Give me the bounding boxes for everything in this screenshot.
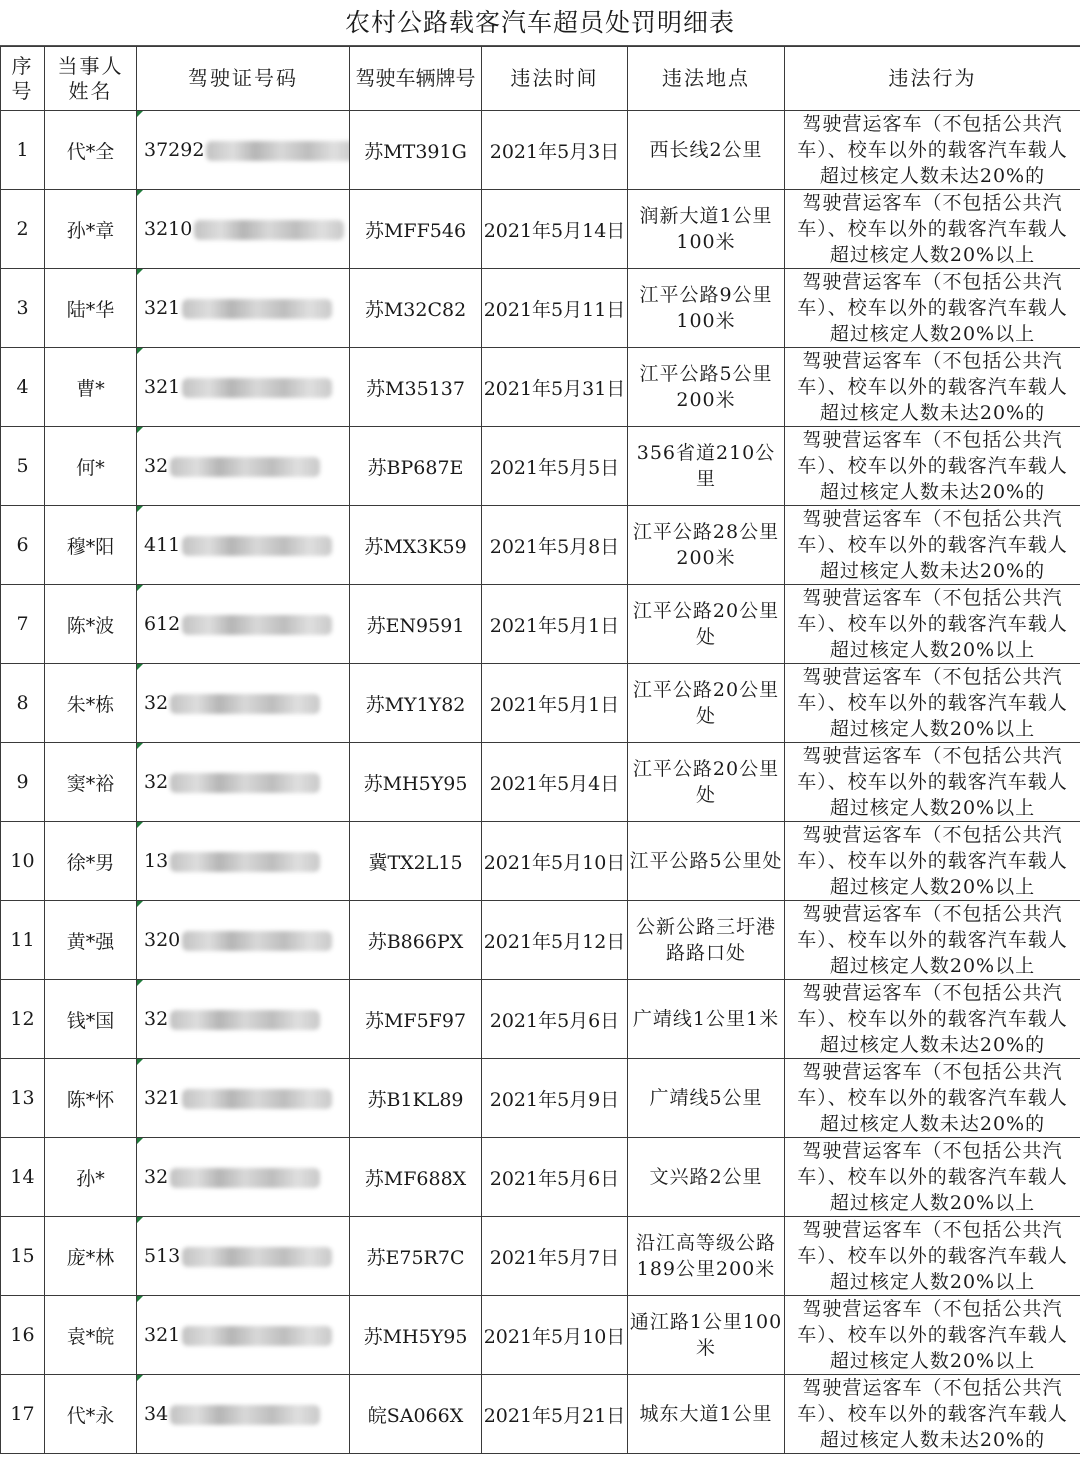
license-redacted-blur — [182, 299, 332, 319]
row-seq: 9 — [1, 743, 45, 822]
row-time: 2021年5月5日 — [482, 427, 628, 506]
row-time: 2021年5月9日 — [482, 1059, 628, 1138]
row-license — [137, 1217, 350, 1296]
row-license — [137, 111, 350, 190]
row-time: 2021年5月10日 — [482, 1296, 628, 1375]
table-row — [1, 348, 1080, 427]
row-license — [137, 348, 350, 427]
row-behavior: 驾驶营运客车（不包括公共汽车）、校车以外的载客汽车载人超过核定人数未达20%的 — [785, 348, 1080, 427]
row-name: 徐*男 — [45, 822, 137, 901]
row-name: 代*全 — [45, 111, 137, 190]
table-row — [1, 822, 1080, 901]
row-time: 2021年5月1日 — [482, 585, 628, 664]
row-time: 2021年5月8日 — [482, 506, 628, 585]
row-behavior: 驾驶营运客车（不包括公共汽车）、校车以外的载客汽车载人超过核定人数20%以上 — [785, 901, 1080, 980]
license-redacted-blur — [182, 1247, 332, 1267]
row-license — [137, 269, 350, 348]
row-plate: 苏M35137 — [350, 348, 482, 427]
table-row — [1, 1296, 1080, 1375]
row-license — [137, 1296, 350, 1375]
row-location: 润新大道1公里100米 — [628, 190, 785, 269]
row-location: 江平公路28公里200米 — [628, 506, 785, 585]
row-name: 穆*阳 — [45, 506, 137, 585]
row-behavior: 驾驶营运客车（不包括公共汽车）、校车以外的载客汽车载人超过核定人数未达20%的 — [785, 427, 1080, 506]
header-party-line2: 姓名 — [68, 78, 113, 103]
row-time: 2021年5月10日 — [482, 822, 628, 901]
row-behavior: 驾驶营运客车（不包括公共汽车）、校车以外的载客汽车载人超过核定人数未达20%的 — [785, 1059, 1080, 1138]
license-redacted-blur — [182, 615, 332, 635]
row-time: 2021年5月1日 — [482, 664, 628, 743]
row-name: 陈*波 — [45, 585, 137, 664]
row-behavior: 驾驶营运客车（不包括公共汽车）、校车以外的载客汽车载人超过核定人数20%以上 — [785, 1296, 1080, 1375]
license-redacted-blur — [194, 220, 344, 240]
row-behavior: 驾驶营运客车（不包括公共汽车）、校车以外的载客汽车载人超过核定人数20%以上 — [785, 822, 1080, 901]
header-behavior: 违法行为 — [785, 47, 1080, 111]
row-behavior: 驾驶营运客车（不包括公共汽车）、校车以外的载客汽车载人超过核定人数20%以上 — [785, 1138, 1080, 1217]
row-plate: 苏MH5Y95 — [350, 1296, 482, 1375]
row-plate: 苏MH5Y95 — [350, 743, 482, 822]
license-visible-digits: 513 — [144, 1245, 181, 1267]
row-seq: 15 — [1, 1217, 45, 1296]
row-seq: 2 — [1, 190, 45, 269]
license-visible-digits: 321 — [144, 297, 181, 319]
table-row — [1, 111, 1080, 190]
row-behavior: 驾驶营运客车（不包括公共汽车）、校车以外的载客汽车载人超过核定人数未达20%的 — [785, 506, 1080, 585]
header-seq: 序号 — [1, 47, 45, 111]
license-redacted-blur — [182, 378, 332, 398]
row-plate: 苏MT391G — [350, 111, 482, 190]
row-behavior: 驾驶营运客车（不包括公共汽车）、校车以外的载客汽车载人超过核定人数20%以上 — [785, 190, 1080, 269]
penalty-table — [0, 46, 1080, 1454]
row-name: 钱*国 — [45, 980, 137, 1059]
license-visible-digits: 32 — [144, 692, 169, 714]
row-location: 文兴路2公里 — [628, 1138, 785, 1217]
row-location: 江平公路20公里处 — [628, 743, 785, 822]
row-time: 2021年5月12日 — [482, 901, 628, 980]
row-name: 庞*林 — [45, 1217, 137, 1296]
row-license — [137, 901, 350, 980]
license-redacted-blur — [170, 773, 320, 793]
row-plate: 苏B1KL89 — [350, 1059, 482, 1138]
row-name: 曹* — [45, 348, 137, 427]
license-visible-digits: 37292 — [144, 139, 205, 161]
license-redacted-blur — [170, 694, 320, 714]
row-plate: 皖SA066X — [350, 1375, 482, 1454]
table-row — [1, 506, 1080, 585]
license-redacted-blur — [182, 536, 332, 556]
license-redacted-blur — [170, 457, 320, 477]
row-seq: 14 — [1, 1138, 45, 1217]
header-location: 违法地点 — [628, 47, 785, 111]
license-redacted-blur — [206, 141, 349, 161]
row-license — [137, 427, 350, 506]
row-time: 2021年5月21日 — [482, 1375, 628, 1454]
row-time: 2021年5月14日 — [482, 190, 628, 269]
row-seq: 5 — [1, 427, 45, 506]
table-row — [1, 269, 1080, 348]
row-seq: 6 — [1, 506, 45, 585]
row-seq: 7 — [1, 585, 45, 664]
row-seq: 17 — [1, 1375, 45, 1454]
header-party-line1: 当事人 — [57, 53, 124, 78]
license-visible-digits: 32 — [144, 455, 169, 477]
header-time: 违法时间 — [482, 47, 628, 111]
row-license — [137, 1059, 350, 1138]
row-location: 公新公路三圩港路路口处 — [628, 901, 785, 980]
row-time: 2021年5月31日 — [482, 348, 628, 427]
row-location: 江平公路5公里200米 — [628, 348, 785, 427]
license-visible-digits: 13 — [144, 850, 169, 872]
row-name: 代*永 — [45, 1375, 137, 1454]
row-plate: 苏M32C82 — [350, 269, 482, 348]
row-behavior: 驾驶营运客车（不包括公共汽车）、校车以外的载客汽车载人超过核定人数未达20%的 — [785, 980, 1080, 1059]
row-name: 陆*华 — [45, 269, 137, 348]
row-time: 2021年5月3日 — [482, 111, 628, 190]
license-visible-digits: 320 — [144, 929, 181, 951]
header-plate: 驾驶车辆牌号 — [350, 47, 482, 111]
row-license — [137, 1375, 350, 1454]
row-name: 孙* — [45, 1138, 137, 1217]
row-time: 2021年5月4日 — [482, 743, 628, 822]
row-license — [137, 743, 350, 822]
row-license — [137, 980, 350, 1059]
license-redacted-blur — [170, 1010, 320, 1030]
row-license — [137, 822, 350, 901]
row-license — [137, 190, 350, 269]
license-redacted-blur — [170, 1405, 320, 1425]
table-row — [1, 743, 1080, 822]
row-plate: 苏MF5F97 — [350, 980, 482, 1059]
row-plate: 苏MX3K59 — [350, 506, 482, 585]
row-location: 通江路1公里100米 — [628, 1296, 785, 1375]
row-license — [137, 1138, 350, 1217]
license-redacted-blur — [170, 1168, 320, 1188]
row-time: 2021年5月6日 — [482, 1138, 628, 1217]
row-location: 广靖线5公里 — [628, 1059, 785, 1138]
row-seq: 13 — [1, 1059, 45, 1138]
row-behavior: 驾驶营运客车（不包括公共汽车）、校车以外的载客汽车载人超过核定人数20%以上 — [785, 743, 1080, 822]
row-behavior: 驾驶营运客车（不包括公共汽车）、校车以外的载客汽车载人超过核定人数20%以上 — [785, 585, 1080, 664]
row-seq: 4 — [1, 348, 45, 427]
row-behavior: 驾驶营运客车（不包括公共汽车）、校车以外的载客汽车载人超过核定人数未达20%的 — [785, 1375, 1080, 1454]
row-location: 广靖线1公里1米 — [628, 980, 785, 1059]
row-time: 2021年5月7日 — [482, 1217, 628, 1296]
row-location: 沿江高等级公路189公里200米 — [628, 1217, 785, 1296]
row-behavior: 驾驶营运客车（不包括公共汽车）、校车以外的载客汽车载人超过核定人数20%以上 — [785, 664, 1080, 743]
row-plate: 苏MF688X — [350, 1138, 482, 1217]
table-body — [1, 111, 1080, 1454]
row-license — [137, 585, 350, 664]
row-behavior: 驾驶营运客车（不包括公共汽车）、校车以外的载客汽车载人超过核定人数未达20%的 — [785, 111, 1080, 190]
row-plate: 苏MY1Y82 — [350, 664, 482, 743]
row-time: 2021年5月6日 — [482, 980, 628, 1059]
row-license — [137, 664, 350, 743]
row-location: 江平公路5公里处 — [628, 822, 785, 901]
row-name: 朱*栋 — [45, 664, 137, 743]
license-redacted-blur — [182, 1089, 332, 1109]
row-plate: 苏EN9591 — [350, 585, 482, 664]
license-visible-digits: 34 — [144, 1403, 169, 1425]
table-row — [1, 1059, 1080, 1138]
license-visible-digits: 321 — [144, 376, 181, 398]
license-visible-digits: 32 — [144, 1008, 169, 1030]
row-location: 江平公路20公里处 — [628, 664, 785, 743]
row-seq: 12 — [1, 980, 45, 1059]
header-license: 驾驶证号码 — [137, 47, 350, 111]
table-row — [1, 664, 1080, 743]
row-location: 江平公路20公里处 — [628, 585, 785, 664]
row-seq: 10 — [1, 822, 45, 901]
header-party — [45, 47, 137, 111]
row-plate: 冀TX2L15 — [350, 822, 482, 901]
row-seq: 8 — [1, 664, 45, 743]
table-row — [1, 980, 1080, 1059]
row-name: 袁*皖 — [45, 1296, 137, 1375]
header-row — [1, 47, 1080, 111]
license-redacted-blur — [182, 931, 332, 951]
row-name: 何* — [45, 427, 137, 506]
row-plate: 苏B866PX — [350, 901, 482, 980]
row-name: 孙*章 — [45, 190, 137, 269]
page-title: 农村公路载客汽车超员处罚明细表 — [0, 0, 1080, 46]
table-row — [1, 901, 1080, 980]
table-row — [1, 427, 1080, 506]
row-location: 城东大道1公里 — [628, 1375, 785, 1454]
row-plate: 苏MFF546 — [350, 190, 482, 269]
license-redacted-blur — [170, 852, 320, 872]
row-time: 2021年5月11日 — [482, 269, 628, 348]
row-behavior: 驾驶营运客车（不包括公共汽车）、校车以外的载客汽车载人超过核定人数20%以上 — [785, 1217, 1080, 1296]
license-visible-digits: 3210 — [144, 218, 193, 240]
license-visible-digits: 321 — [144, 1324, 181, 1346]
table-row — [1, 190, 1080, 269]
license-visible-digits: 32 — [144, 1166, 169, 1188]
table-row — [1, 1375, 1080, 1454]
row-license — [137, 506, 350, 585]
license-redacted-blur — [182, 1326, 332, 1346]
row-seq: 3 — [1, 269, 45, 348]
row-behavior: 驾驶营运客车（不包括公共汽车）、校车以外的载客汽车载人超过核定人数20%以上 — [785, 269, 1080, 348]
license-visible-digits: 321 — [144, 1087, 181, 1109]
table-row — [1, 1217, 1080, 1296]
row-seq: 11 — [1, 901, 45, 980]
row-seq: 16 — [1, 1296, 45, 1375]
license-visible-digits: 32 — [144, 771, 169, 793]
table-row — [1, 1138, 1080, 1217]
license-visible-digits: 612 — [144, 613, 181, 635]
row-location: 356省道210公里 — [628, 427, 785, 506]
row-name: 黄*强 — [45, 901, 137, 980]
table-row — [1, 585, 1080, 664]
row-plate: 苏BP687E — [350, 427, 482, 506]
row-seq: 1 — [1, 111, 45, 190]
license-visible-digits: 411 — [144, 534, 181, 556]
row-name: 陈*怀 — [45, 1059, 137, 1138]
row-location: 西长线2公里 — [628, 111, 785, 190]
row-plate: 苏E75R7C — [350, 1217, 482, 1296]
row-location: 江平公路9公里100米 — [628, 269, 785, 348]
row-name: 窦*裕 — [45, 743, 137, 822]
